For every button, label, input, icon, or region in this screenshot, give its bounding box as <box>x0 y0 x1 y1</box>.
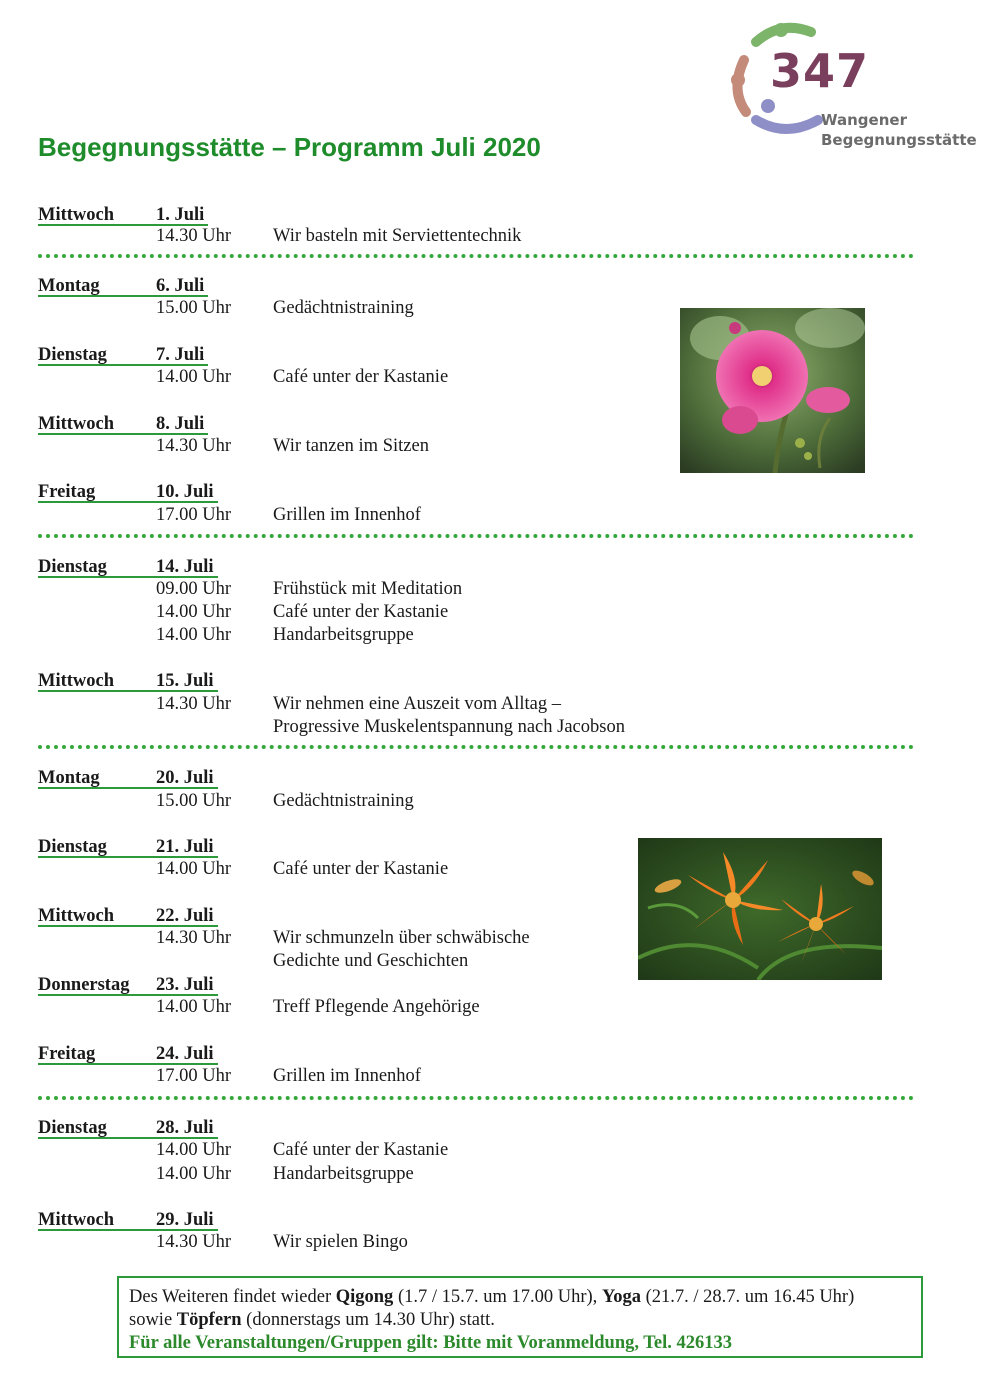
entry-date: 29. Juli <box>156 1210 214 1230</box>
logo-number: 347 <box>770 44 870 98</box>
entry-time: 14.30 Uhr <box>156 694 232 714</box>
entry-event: Grillen im Innenhof <box>273 505 421 525</box>
info-text: Des Weiteren findet wieder <box>129 1287 336 1307</box>
entry-date: 6. Juli <box>156 276 205 296</box>
entry-event: Treff Pflegende Angehörige <box>273 997 480 1017</box>
entry-time: 14.30 Uhr <box>156 226 232 246</box>
entry-event: Wir tanzen im Sitzen <box>273 436 429 456</box>
info-toepfern: Töpfern <box>176 1310 242 1330</box>
entry-day: Mittwoch <box>38 906 115 926</box>
entry-date: 28. Juli <box>156 1118 214 1138</box>
entry-event: Handarbeitsgruppe <box>273 1164 414 1184</box>
entry-time: 14.00 Uhr <box>156 997 232 1017</box>
entry-day: Montag <box>38 276 100 296</box>
entry-time: 14.30 Uhr <box>156 1232 232 1252</box>
info-text: sowie <box>129 1310 177 1330</box>
entry-day: Mittwoch <box>38 414 115 434</box>
entry-event-continued: Progressive Muskelentspannung nach Jacobson <box>273 717 625 737</box>
entry-date: 20. Juli <box>156 768 214 788</box>
entry-time: 15.00 Uhr <box>156 791 232 811</box>
entry-time: 14.00 Uhr <box>156 1140 232 1160</box>
logo-line-2: Begegnungsstätte <box>821 131 977 149</box>
entry-date: 23. Juli <box>156 975 214 995</box>
info-text: (21.7. / 28.7. um 16.45 Uhr) <box>641 1287 855 1307</box>
entry-date: 8. Juli <box>156 414 205 434</box>
entry-event: Wir schmunzeln über schwäbische <box>273 928 530 948</box>
entry-event: Handarbeitsgruppe <box>273 625 414 645</box>
entry-time: 14.00 Uhr <box>156 859 232 879</box>
entry-time: 14.00 Uhr <box>156 625 232 645</box>
entry-date: 22. Juli <box>156 906 214 926</box>
entry-day: Dienstag <box>38 1118 107 1138</box>
entry-day: Mittwoch <box>38 1210 115 1230</box>
entry-event: Wir basteln mit Serviettentechnik <box>273 226 522 246</box>
logo-line-1: Wangener <box>821 111 907 129</box>
logo <box>726 20 977 150</box>
entry-time: 17.00 Uhr <box>156 1066 232 1086</box>
entry-time: 14.00 Uhr <box>156 367 232 387</box>
entry-event: Café unter der Kastanie <box>273 367 449 387</box>
info-qigong: Qigong <box>335 1287 394 1307</box>
entry-event-continued: Gedichte und Geschichten <box>273 951 469 971</box>
section-divider <box>38 745 914 749</box>
entry-event: Grillen im Innenhof <box>273 1066 421 1086</box>
entry-date: 10. Juli <box>156 482 214 502</box>
day-underline <box>38 501 218 503</box>
entry-day: Mittwoch <box>38 205 115 225</box>
day-underline <box>38 787 218 789</box>
entry-time: 17.00 Uhr <box>156 505 232 525</box>
entry-date: 21. Juli <box>156 837 214 857</box>
entry-date: 14. Juli <box>156 557 214 577</box>
entry-day: Freitag <box>38 1044 96 1064</box>
info-yoga: Yoga <box>601 1287 641 1307</box>
entry-day: Dienstag <box>38 557 107 577</box>
page-title: Begegnungsstätte – Programm Juli 2020 <box>38 132 541 162</box>
info-line-1 <box>129 1286 911 1309</box>
info-text: (1.7 / 15.7. um 17.00 Uhr), <box>393 1287 602 1307</box>
entry-day: Freitag <box>38 482 96 502</box>
info-text: (donnerstags um 14.30 Uhr) statt. <box>241 1310 495 1330</box>
entry-event: Café unter der Kastanie <box>273 1140 449 1160</box>
entry-event: Frühstück mit Meditation <box>273 579 463 599</box>
entry-time: 09.00 Uhr <box>156 579 232 599</box>
entry-day: Mittwoch <box>38 671 115 691</box>
info-box <box>117 1276 923 1358</box>
entry-date: 7. Juli <box>156 345 205 365</box>
entry-date: 1. Juli <box>156 205 205 225</box>
entry-time: 14.30 Uhr <box>156 928 232 948</box>
entry-day: Donnerstag <box>38 975 130 995</box>
entry-time: 14.30 Uhr <box>156 436 232 456</box>
entry-day: Montag <box>38 768 100 788</box>
entry-time: 14.00 Uhr <box>156 602 232 622</box>
entry-event: Wir nehmen eine Auszeit vom Alltag – <box>273 694 561 714</box>
entry-event: Wir spielen Bingo <box>273 1232 408 1252</box>
entry-event: Café unter der Kastanie <box>273 602 449 622</box>
info-registration-note: Für alle Veranstaltungen/Gruppen gilt: Bitte mit Voranmeldung, Tel. 426133 <box>129 1333 733 1353</box>
entry-date: 24. Juli <box>156 1044 214 1064</box>
section-divider <box>38 534 914 538</box>
entry-event: Gedächtnistraining <box>273 791 414 811</box>
entry-time: 15.00 Uhr <box>156 298 232 318</box>
day-underline <box>38 690 218 692</box>
daylily-photo <box>638 838 882 980</box>
entry-time: 14.00 Uhr <box>156 1164 232 1184</box>
logo-subtitle <box>821 110 977 150</box>
info-line-2 <box>129 1309 911 1332</box>
entry-day: Dienstag <box>38 837 107 857</box>
entry-event: Gedächtnistraining <box>273 298 414 318</box>
hollyhock-photo <box>680 308 865 473</box>
entry-date: 15. Juli <box>156 671 214 691</box>
entry-event: Café unter der Kastanie <box>273 859 449 879</box>
section-divider <box>38 1096 914 1100</box>
section-divider <box>38 254 914 258</box>
entry-day: Dienstag <box>38 345 107 365</box>
